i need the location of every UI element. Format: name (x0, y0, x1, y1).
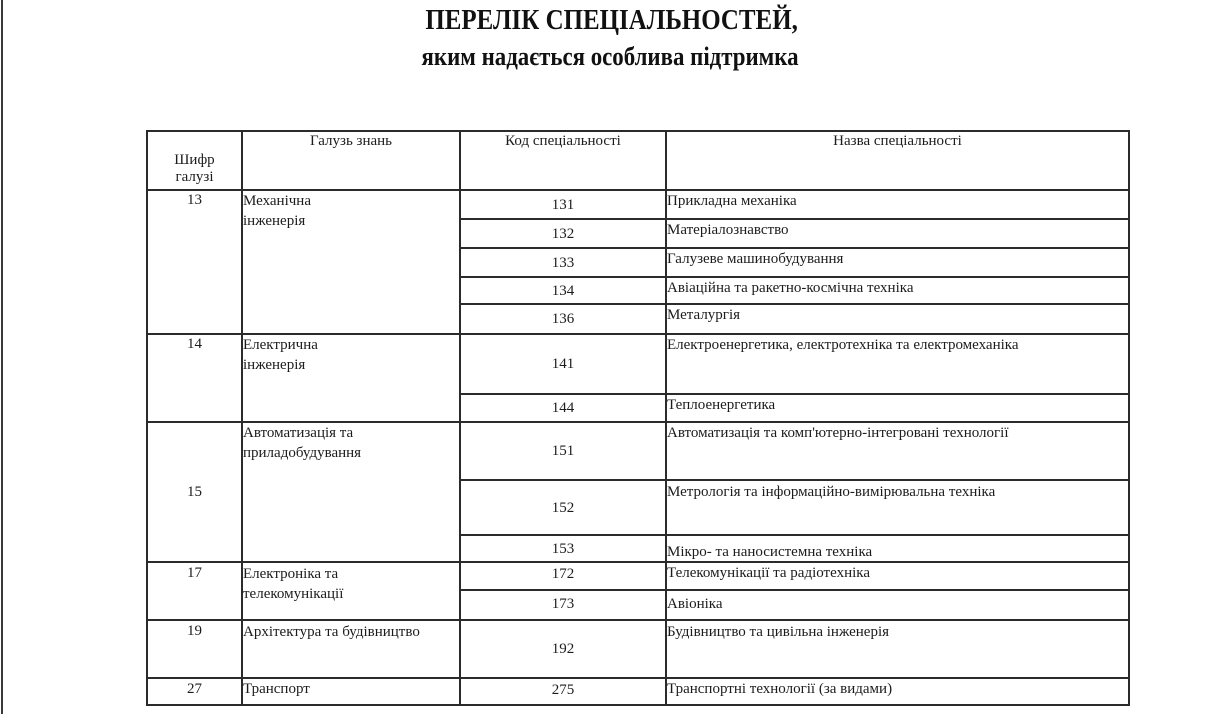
row-line (459, 534, 1130, 536)
specialty-name: Матеріалознавство (667, 222, 789, 238)
specialty-name: Транспортні технології (за видами) (667, 681, 893, 697)
header-field: Галузь знань (309, 133, 393, 149)
group-line-19 (146, 619, 1130, 621)
field-name-line2: інженерія (243, 213, 306, 229)
specialty-code: 172 (551, 566, 575, 582)
specialty-name: Авіоніка (667, 596, 723, 612)
specialty-code: 133 (551, 255, 575, 271)
specialty-name: Мікро- та наносистемна техніка (667, 544, 873, 560)
specialty-name: Метрологія та інформаційно-вимірювальна техніка (667, 484, 996, 500)
group-line-17 (146, 561, 1130, 563)
specialty-name: Будівництво та цивільна інженерія (667, 624, 890, 640)
document-subtitle: яким надається особлива підтримка (421, 42, 799, 71)
row-line (459, 393, 1130, 395)
specialty-name: Електроенергетика, електротехніка та електромеханіка (667, 337, 1019, 353)
branch-code: 27 (187, 681, 202, 697)
field-name-line1: Механічна (243, 193, 311, 209)
specialty-code: 144 (551, 400, 575, 416)
specialty-code: 134 (551, 283, 575, 299)
field-name (243, 335, 318, 375)
branch-code: 17 (187, 565, 202, 581)
specialty-code: 131 (551, 197, 575, 213)
specialty-code: 173 (551, 596, 575, 612)
header-branch-code-line2: галузі (175, 169, 214, 185)
field-name: Транспорт (243, 681, 310, 697)
specialty-name: Автоматизація та комп'ютерно-інтегровані технології (667, 425, 1009, 441)
header-branch-code (148, 150, 241, 187)
specialty-name: Телекомунікації та радіотехніка (667, 565, 870, 581)
field-name: Архітектура та будівництво (243, 624, 420, 640)
header-specialty-code: Код спеціальності (505, 133, 621, 149)
specialty-code: 192 (551, 641, 575, 657)
field-name (243, 564, 343, 604)
field-name-line2: телекомунікації (243, 586, 344, 602)
branch-code: 15 (187, 484, 202, 500)
branch-code: 14 (187, 336, 202, 352)
specialty-code: 275 (551, 682, 575, 698)
specialty-name: Теплоенергетика (667, 397, 776, 413)
field-name-line1: Автоматизація та (243, 425, 354, 441)
row-line (459, 218, 1130, 220)
specialty-code: 152 (551, 500, 575, 516)
row-line (459, 589, 1130, 591)
specialty-code: 153 (551, 541, 575, 557)
specialty-code: 151 (551, 443, 575, 459)
document-title: ПЕРЕЛІК СПЕЦІАЛЬНОСТЕЙ, (425, 4, 798, 36)
specialty-name: Металургія (667, 307, 741, 323)
specialty-name: Прикладна механіка (667, 193, 797, 209)
field-name (243, 191, 311, 231)
field-name-line1: Електроніка та (243, 566, 339, 582)
specialty-code: 141 (551, 356, 575, 372)
field-name-line2: інженерія (243, 357, 306, 373)
table-border-bottom (146, 704, 1130, 706)
branch-code: 19 (187, 623, 202, 639)
header-branch-code-line1: Шифр (174, 152, 215, 168)
field-name-line2: приладобудування (243, 445, 362, 461)
specialty-code: 132 (551, 226, 575, 242)
row-line (459, 479, 1130, 481)
branch-code: 13 (187, 192, 202, 208)
specialty-code: 136 (551, 311, 575, 327)
specialty-name: Галузеве машинобудування (667, 251, 844, 267)
header-specialty-name: Назва спеціальності (833, 133, 962, 149)
field-name-line1: Електрична (243, 337, 318, 353)
specialty-name: Авіаційна та ракетно-космічна техніка (667, 280, 914, 296)
row-line (459, 303, 1130, 305)
field-name (243, 423, 361, 463)
